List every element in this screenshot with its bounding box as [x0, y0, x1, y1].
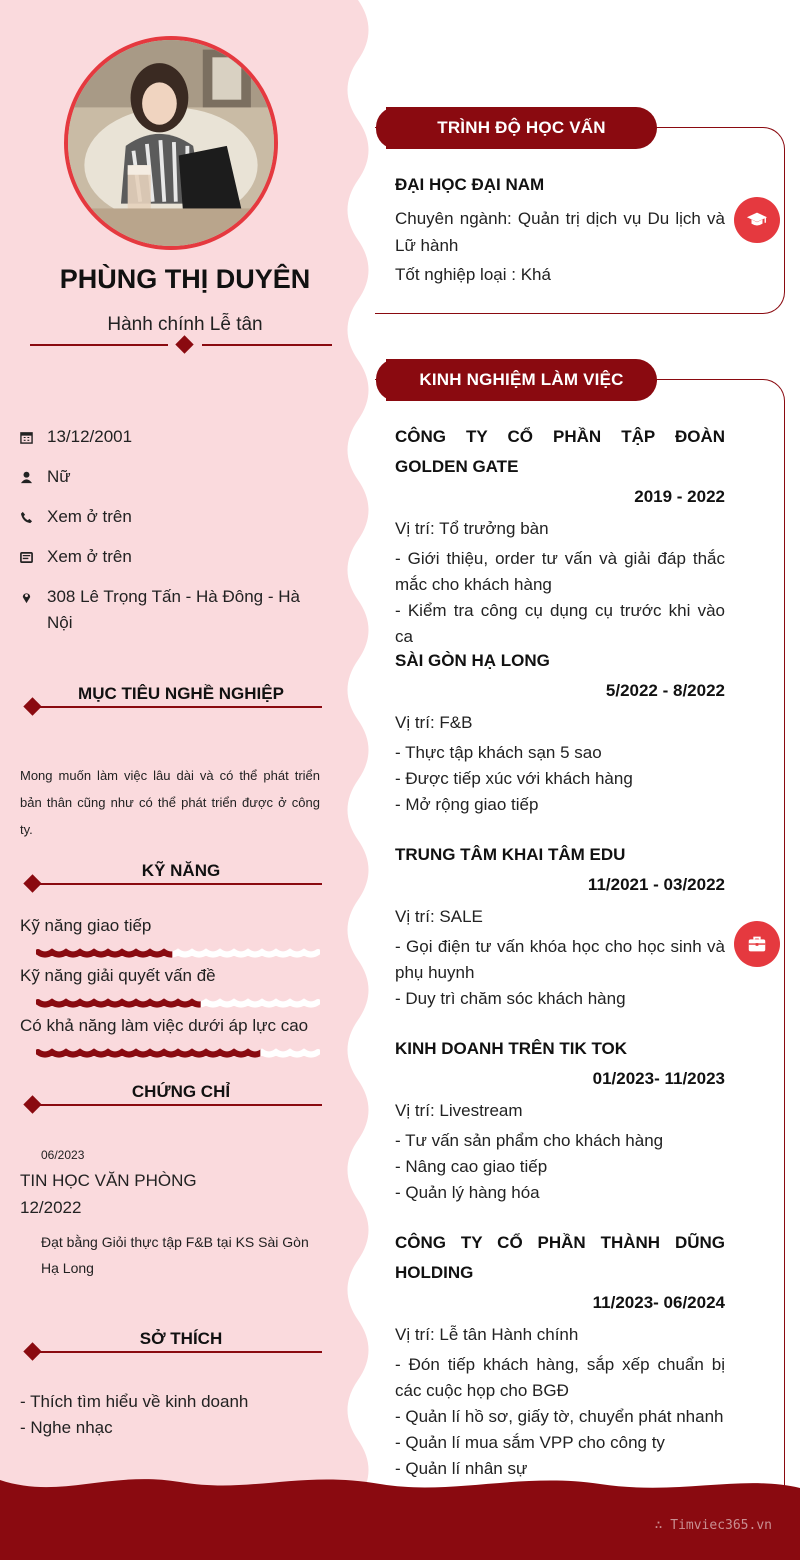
- section-title: CHỨNG CHỈ: [131, 1082, 231, 1101]
- education-heading: [386, 107, 657, 149]
- certificates-heading: [20, 1082, 322, 1114]
- info-text: Nữ: [47, 467, 71, 486]
- skill-label: Có khả năng làm việc dưới áp lực cao: [20, 1016, 309, 1035]
- job-task: - Giới thiệu, order tư vấn và giải đáp thắc mắc cho khách hàng: [395, 549, 725, 594]
- job-entry: [395, 1034, 725, 1206]
- skill-bar: [36, 1045, 320, 1059]
- info-birthday: [20, 424, 320, 450]
- email-icon: [20, 544, 47, 570]
- job-company: CÔNG TY CỔ PHẦN THÀNH DŨNG HOLDING: [395, 1233, 725, 1282]
- objective-text: Mong muốn làm việc lâu dài và có thể phát triển bản thân cũng như có thể phát triển được ở công ty.: [20, 768, 320, 837]
- contact-info: [20, 424, 320, 650]
- job-entry: [395, 646, 725, 818]
- sidebar: [0, 0, 350, 1480]
- job-task: - Quản lí hồ sơ, giấy tờ, chuyển phát nhanh: [395, 1407, 724, 1426]
- job-task: - Quản lý hàng hóa: [395, 1183, 540, 1202]
- certificate-name: TIN HỌC VĂN PHÒNG: [20, 1171, 197, 1190]
- hobbies-heading: [20, 1329, 322, 1361]
- job-task: - Tư vấn sản phẩm cho khách hàng: [395, 1131, 664, 1150]
- job-task: - Kiểm tra công cụ dụng cụ trước khi vào ca: [395, 601, 725, 646]
- job-tasks: [395, 740, 725, 818]
- footer-wave: [0, 1470, 800, 1560]
- job-period: 5/2022 - 8/2022: [605, 681, 725, 700]
- skill-bar: [36, 995, 320, 1009]
- job-period: 2019 - 2022: [634, 487, 725, 506]
- job-tasks: [395, 546, 725, 650]
- graduation-cap-icon: [734, 197, 780, 243]
- candidate-title: Hành chính Lễ tân: [107, 314, 263, 335]
- job-entry: [395, 840, 725, 1012]
- info-email: [20, 544, 320, 570]
- job-position: Vị trí: Livestream: [395, 1101, 523, 1120]
- skills-heading: [20, 861, 322, 893]
- job-period: 01/2023- 11/2023: [592, 1069, 725, 1088]
- profile-photo: [64, 36, 278, 250]
- section-title: MỤC TIÊU NGHỀ NGHIỆP: [78, 684, 284, 703]
- job-tasks: [395, 1352, 725, 1482]
- job-company: CÔNG TY CỔ PHẦN TẬP ĐOÀN GOLDEN GATE: [395, 427, 725, 476]
- info-text: 13/12/2001: [47, 427, 133, 446]
- job-task: - Mở rộng giao tiếp: [395, 795, 539, 814]
- job-task: - Quản lí nhân sự: [395, 1459, 528, 1478]
- job-task: - Thực tập khách sạn 5 sao: [395, 743, 602, 762]
- info-address: [20, 584, 320, 636]
- section-title: TRÌNH ĐỘ HỌC VẤN: [437, 118, 606, 137]
- certificate-date-2: 12/2022: [20, 1198, 82, 1217]
- briefcase-icon: [734, 921, 780, 967]
- info-text: Xem ở trên: [47, 547, 132, 566]
- objective-heading: [20, 684, 322, 716]
- hobby-item: - Thích tìm hiểu về kinh doanh: [20, 1392, 249, 1411]
- education-major: Chuyên ngành: Quản trị dịch vụ Du lịch và Lữ hành: [395, 209, 725, 255]
- job-period: 11/2023- 06/2024: [592, 1293, 725, 1312]
- job-position: Vị trí: Tổ trưởng bàn: [395, 519, 549, 538]
- job-period: 11/2021 - 03/2022: [587, 875, 725, 894]
- experience-heading: [386, 359, 657, 401]
- job-tasks: [395, 1128, 725, 1206]
- job-company: KINH DOANH TRÊN TIK TOK: [395, 1039, 628, 1058]
- candidate-name: PHÙNG THỊ DUYÊN: [59, 264, 311, 294]
- phone-icon: [20, 504, 47, 530]
- job-company: SÀI GÒN HẠ LONG: [395, 651, 550, 670]
- job-position: Vị trí: F&B: [395, 713, 473, 732]
- info-text: Xem ở trên: [47, 507, 132, 526]
- certificate-description: Đạt bằng Giỏi thực tập F&B tại KS Sài Gòn Hạ Long: [41, 1234, 309, 1276]
- certificate-date: 06/2023: [41, 1148, 85, 1162]
- skill-label: Kỹ năng giải quyết vấn đề: [20, 966, 216, 985]
- job-tasks: [395, 934, 725, 1012]
- name-divider: [30, 336, 332, 356]
- hobby-item: - Nghe nhạc: [20, 1418, 113, 1437]
- section-title: KINH NGHIỆM LÀM VIỆC: [419, 370, 624, 389]
- job-task: - Duy trì chăm sóc khách hàng: [395, 989, 626, 1008]
- calendar-icon: [20, 424, 47, 450]
- info-phone: [20, 504, 320, 530]
- skill-label: Kỹ năng giao tiếp: [20, 916, 152, 935]
- hobby-list: [20, 1389, 248, 1441]
- user-icon: [20, 464, 47, 490]
- info-text: 308 Lê Trọng Tấn - Hà Đông - Hà Nội: [47, 587, 300, 632]
- job-entry: [395, 1228, 725, 1482]
- education-grade: Tốt nghiệp loại : Khá: [395, 265, 551, 284]
- job-task: - Được tiếp xúc với khách hàng: [395, 769, 633, 788]
- section-title: KỸ NĂNG: [141, 861, 221, 880]
- job-task: - Nâng cao giao tiếp: [395, 1157, 548, 1176]
- section-title: SỞ THÍCH: [139, 1329, 223, 1348]
- job-task: - Gọi điện tư vấn khóa học cho học sinh và phụ huynh: [395, 937, 725, 982]
- info-gender: [20, 464, 320, 490]
- job-position: Vị trí: SALE: [395, 907, 483, 926]
- skill-bar: [36, 945, 320, 959]
- job-position: Vị trí: Lễ tân Hành chính: [395, 1325, 579, 1344]
- job-task: - Quản lí mua sắm VPP cho công ty: [395, 1433, 665, 1452]
- job-entry: [395, 422, 725, 650]
- job-company: TRUNG TÂM KHAI TÂM EDU: [395, 845, 626, 864]
- watermark: ∴ Timviec365.vn: [654, 1518, 772, 1533]
- education-school: ĐẠI HỌC ĐẠI NAM: [395, 175, 545, 194]
- job-task: - Đón tiếp khách hàng, sắp xếp chuẩn bị các cuộc họp cho BGĐ: [395, 1355, 725, 1400]
- location-icon: [20, 584, 47, 610]
